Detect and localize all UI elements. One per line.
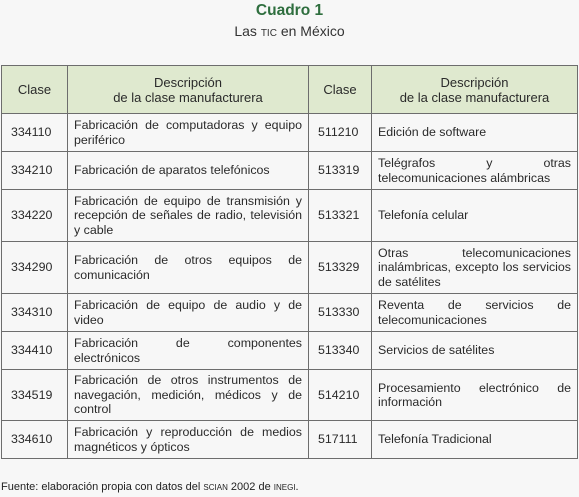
clase-code: 513340 xyxy=(309,332,372,370)
clase-code: 334220 xyxy=(2,190,68,242)
source-acronym-inegi: inegi xyxy=(273,481,296,493)
clase-description: Fabricación de computadoras y equipo periférico xyxy=(68,114,309,152)
header-row xyxy=(2,66,578,114)
subtitle-acronym: tic xyxy=(260,23,277,39)
clase-description: Telégrafos y otras telecomunicaciones alámbricas xyxy=(372,152,578,190)
clase-code: 334210 xyxy=(2,152,68,190)
clase-code: 334519 xyxy=(2,370,68,421)
clase-code: 513321 xyxy=(309,190,372,242)
clase-code: 513329 xyxy=(309,242,372,294)
clase-code: 511210 xyxy=(309,114,372,152)
clase-description: Fabricación de componentes electrónicos xyxy=(68,332,309,370)
clase-description: Fabricación de otros instrumentos de navegación, medición, médicos y de control xyxy=(68,370,309,421)
header-clase-2: Clase xyxy=(309,66,372,114)
clase-description: Reventa de servicios de telecomunicaciones xyxy=(372,294,578,332)
clase-code: 514210 xyxy=(309,370,372,421)
clase-description: Telefonía Tradicional xyxy=(372,421,578,459)
table-row xyxy=(2,190,578,242)
header-descripcion: Descripción de la clase manufacturera xyxy=(68,66,309,114)
clase-code: 334310 xyxy=(2,294,68,332)
clase-description: Fabricación de equipo de transmisión y recepción de señales de radio, televisión y cable xyxy=(68,190,309,242)
source-text: . xyxy=(295,481,299,493)
clase-description: Fabricación de otros equipos de comunicación xyxy=(68,242,309,294)
clase-description: Telefonía celular xyxy=(372,190,578,242)
clase-code: 513330 xyxy=(309,294,372,332)
clase-description: Fabricación y reproducción de medios magnéticos y ópticos xyxy=(68,421,309,459)
table-row xyxy=(2,421,578,459)
clase-description: Otras telecomunicaciones inalámbricas, excepto los servicios de satélites xyxy=(372,242,578,294)
clase-code: 334610 xyxy=(2,421,68,459)
source-text: Fuente: elaboración propia con datos del xyxy=(1,481,204,493)
clase-description: Fabricación de equipo de audio y de video xyxy=(68,294,309,332)
table-row xyxy=(2,332,578,370)
table-title: Cuadro 1 xyxy=(255,2,324,19)
clase-code: 334410 xyxy=(2,332,68,370)
clase-code: 334110 xyxy=(2,114,68,152)
clase-description: Procesamiento electrónico de información xyxy=(372,370,578,421)
clase-description: Edición de software xyxy=(372,114,578,152)
source-acronym-scian: scian xyxy=(203,481,228,493)
clase-description: Fabricación de aparatos telefónicos xyxy=(68,152,309,190)
clase-code: 517111 xyxy=(309,421,372,459)
source-text: 2002 de xyxy=(227,481,274,493)
clase-code: 334290 xyxy=(2,242,68,294)
subtitle-suffix: en México xyxy=(276,23,345,39)
table-row xyxy=(2,294,578,332)
classification-table xyxy=(1,65,578,459)
table-row xyxy=(2,242,578,294)
source-note xyxy=(1,481,299,493)
table-row xyxy=(2,370,578,421)
table-row xyxy=(2,152,578,190)
header-descripcion-2: Descripción de la clase manufacturera xyxy=(372,66,578,114)
clase-description: Servicios de satélites xyxy=(372,332,578,370)
clase-code: 513319 xyxy=(309,152,372,190)
header-clase: Clase xyxy=(2,66,68,114)
table-subtitle xyxy=(0,23,579,39)
table-row xyxy=(2,114,578,152)
subtitle-prefix: Las xyxy=(234,23,261,39)
